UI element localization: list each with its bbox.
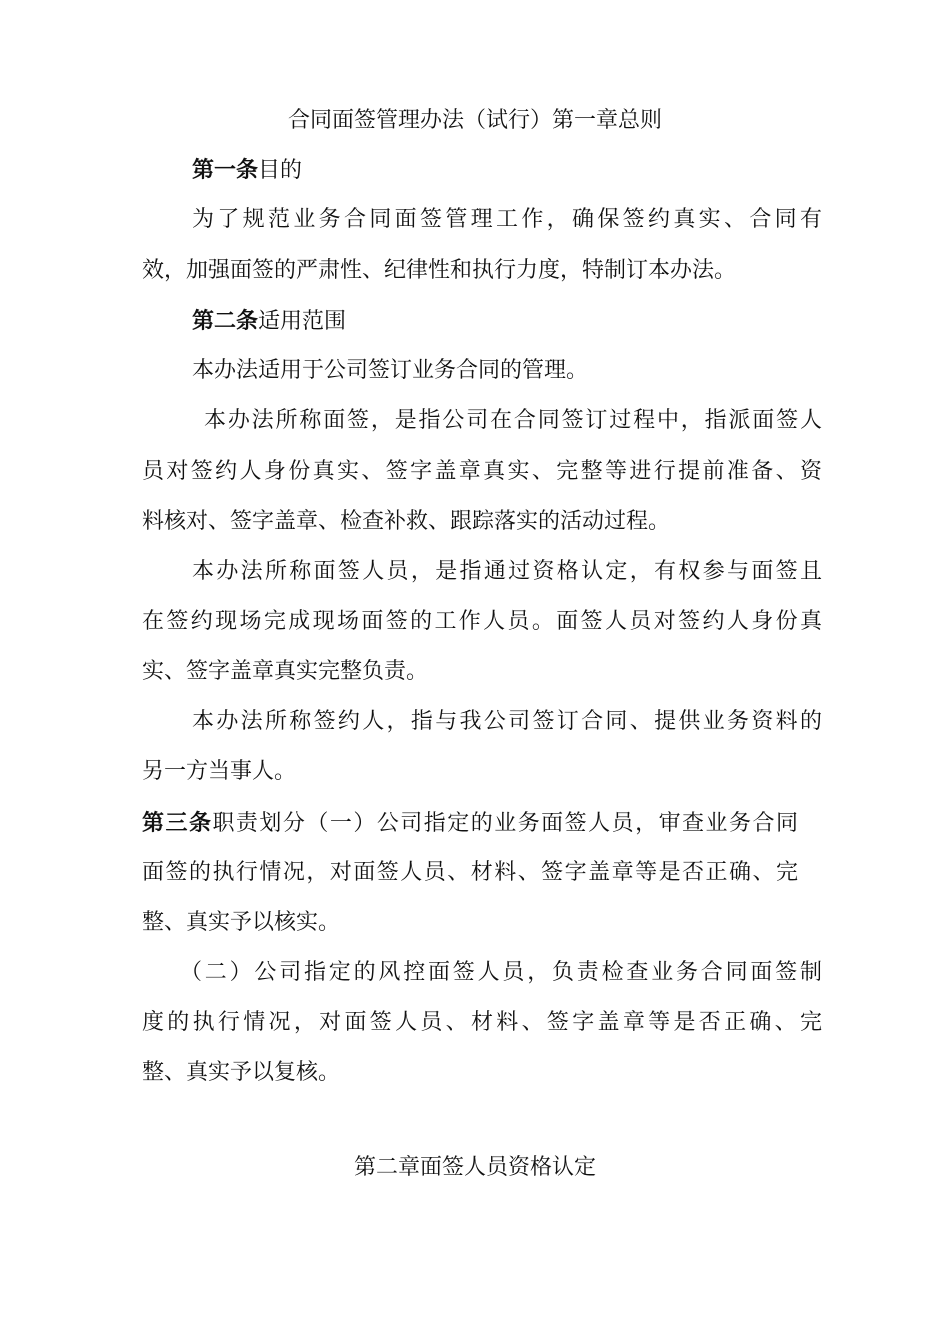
paragraph-line: （二）公司指定的风控面签人员，负责检查业务合同面签制 bbox=[180, 960, 822, 985]
article-1-heading bbox=[192, 155, 872, 185]
article-2-label: 第二条 bbox=[192, 308, 259, 334]
paragraph-line: 度的执行情况，对面签人员、材料、签字盖章等是否正确、完 bbox=[142, 1010, 822, 1035]
article-3-label: 第三条 bbox=[142, 810, 213, 836]
paragraph-line: 员对签约人身份真实、签字盖章真实、完整等进行提前准备、资 bbox=[142, 459, 822, 484]
paragraph-line: 为了规范业务合同面签管理工作，确保签约真实、合同有 bbox=[192, 207, 822, 232]
paragraph-line: 本办法适用于公司签订业务合同的管理。 bbox=[192, 358, 589, 383]
paragraph-line: 效，加强面签的严肃性、纪律性和执行力度，特制订本办法。 bbox=[142, 258, 737, 283]
article-2-title: 适用范围 bbox=[258, 309, 347, 334]
paragraph-line: 面签的执行情况，对面签人员、材料、签字盖章等是否正确、完 bbox=[142, 860, 798, 885]
article-3-text: 职责划分（一）公司指定的业务面签人员，审查业务合同 bbox=[212, 811, 798, 836]
paragraph-line: 本办法所称面签，是指公司在合同签订过程中，指派面签人 bbox=[204, 408, 822, 433]
paragraph-line: 本办法所称面签人员，是指通过资格认定，有权参与面签且 bbox=[192, 559, 822, 584]
paragraph-line: 另一方当事人。 bbox=[142, 759, 297, 784]
paragraph-line: 在签约现场完成现场面签的工作人员。面签人员对签约人身份真 bbox=[142, 609, 822, 634]
article-1-title: 目的 bbox=[258, 158, 303, 183]
paragraph-line: 本办法所称签约人，指与我公司签订合同、提供业务资料的 bbox=[192, 709, 822, 734]
article-1-label: 第一条 bbox=[192, 157, 259, 183]
paragraph-line: 整、真实予以复核。 bbox=[142, 1060, 341, 1085]
document-title: 合同面签管理办法（试行）第一章总则 bbox=[287, 108, 662, 133]
chapter-2-title: 第二章面签人员资格认定 bbox=[353, 1155, 596, 1180]
paragraph-line: 整、真实予以核实。 bbox=[142, 910, 341, 935]
article-3-heading bbox=[142, 808, 798, 838]
article-2-heading bbox=[192, 306, 872, 336]
paragraph-line: 实、签字盖章真实完整负责。 bbox=[142, 659, 429, 684]
paragraph-line: 料核对、签字盖章、检查补救、跟踪落实的活动过程。 bbox=[142, 509, 671, 534]
